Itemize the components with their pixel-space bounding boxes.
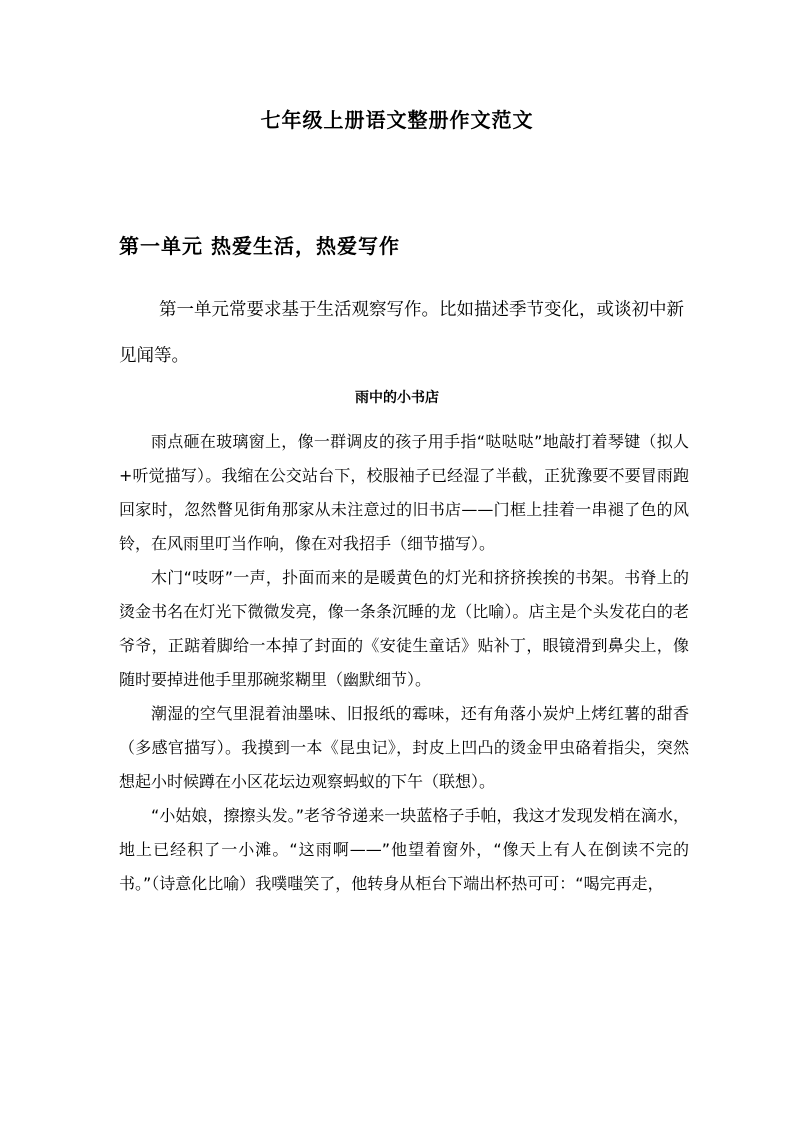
unit-intro-paragraph: 第一单元常要求基于生活观察写作。比如描述季节变化，或谈初中新见闻等。 — [119, 300, 684, 366]
document-title: 七年级上册语文整册作文范文 — [260, 108, 534, 132]
essay-body — [119, 425, 689, 901]
essay-paragraph-1: 雨点砸在玻璃窗上，像一群调皮的孩子用手指“哒哒哒”地敲打着琴键（拟人+听觉描写）。我缩在公交站台下，校服袖子已经湿了半截，正犹豫要不要冒雨跑回家时，忽然瞥见街角那家从未注意过的旧书店——门框上挂着一串褪了色的风铃，在风雨里叮当作响，像在对我招手（细节描写）。 — [119, 432, 689, 553]
unit-heading: 第一单元 热爱生活，热爱写作 — [119, 234, 400, 258]
essay-paragraph-4: “小姑娘，擦擦头发。”老爷爷递来一块蓝格子手帕，我这才发现发梢在滴水，地上已经积了一小滩。“这雨啊——”他望着窗外，“像天上有人在倒读不完的书。”（诗意化比喻）我噗嗤笑了，他转身从柜台下端出杯热可可：“喝完再走， — [119, 806, 689, 893]
essay-paragraph-2: 木门“吱呀”一声，扑面而来的是暖黄色的灯光和挤挤挨挨的书架。书脊上的烫金书名在灯光下微微发亮，像一条条沉睡的龙（比喻）。店主是个头发花白的老爷爷，正踮着脚给一本掉了封面的《安徒生童话》贴补丁，眼镜滑到鼻尖上，像随时要掉进他手里那碗浆糊里（幽默细节）。 — [119, 568, 689, 689]
essay-title: 雨中的小书店 — [355, 390, 439, 406]
essay-paragraph-3: 潮湿的空气里混着油墨味、旧报纸的霉味，还有角落小炭炉上烤红薯的甜香（多感官描写）。我摸到一本《昆虫记》，封皮上凹凸的烫金甲虫硌着指尖，突然想起小时候蹲在小区花坛边观察蚂蚁的下午（联想）。 — [119, 704, 689, 791]
